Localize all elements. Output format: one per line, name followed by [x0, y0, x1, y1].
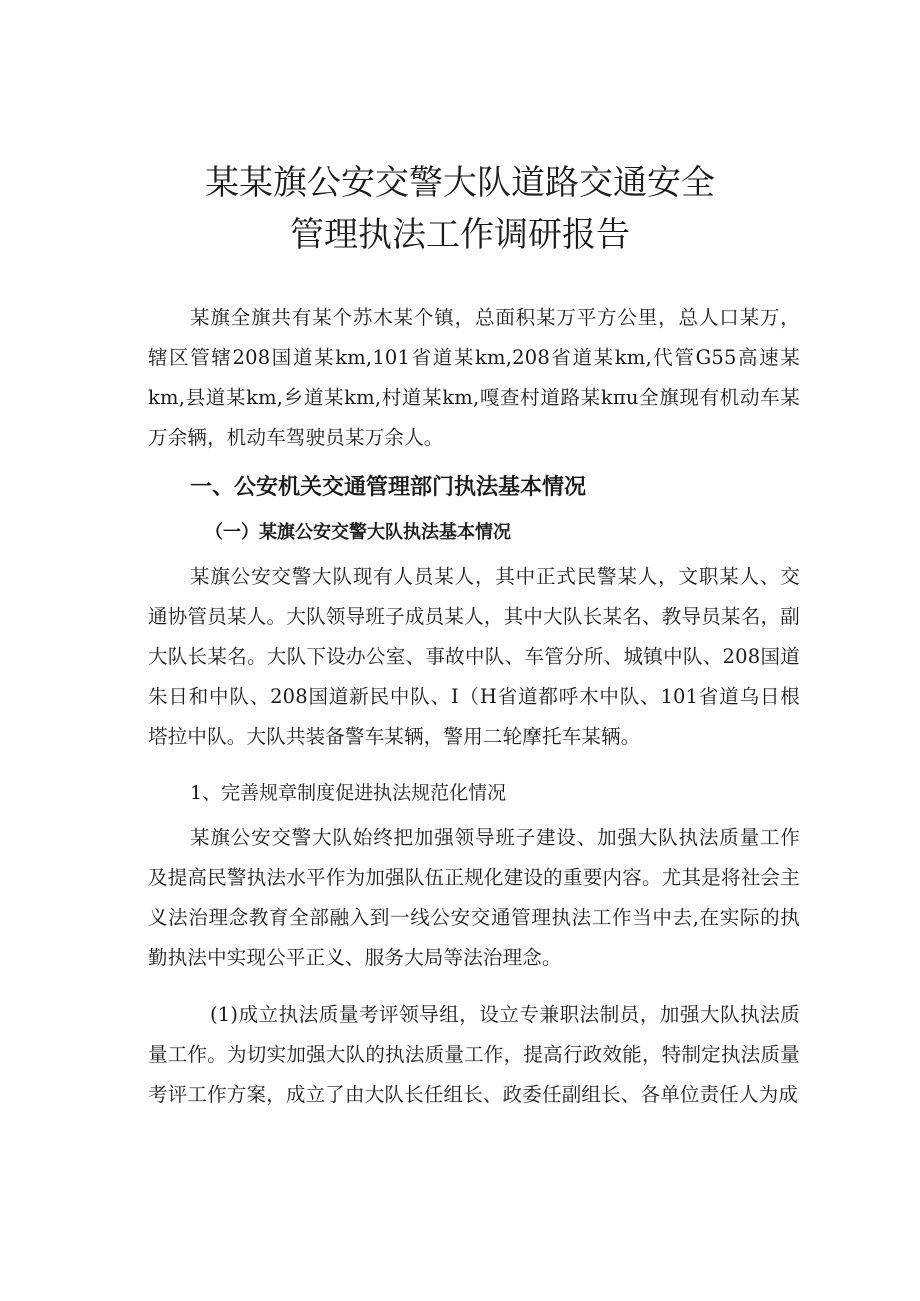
item-1-paragraph: (1)成立执法质量考评领导组，设立专兼职法制员，加强大队执法质量工作。为切实加强大队的执法质量工作，提高行政效能，特制定执法质量考评工作方案，成立了由大队长任组长、政委任副组长、各单位责任人为成 — [148, 1003, 800, 1106]
document-title-line-1: 某某旗公安交警大队道路交通安全 — [205, 163, 715, 203]
document-title-line-2: 管理执法工作调研报告 — [290, 215, 630, 255]
subsection-1-paragraph: 某旗公安交警大队现有人员某人，其中正式民警某人，文职某人、交通协管员某人。大队领导班子成员某人，其中大队长某名、教导员某名，副大队长某名。大队下设办公室、事故中队、车管分所、城镇中队、208国道朱日和中队、208国道新民中队、I（H省道都呼木中队、101省道乌日根塔拉中队。大队共装备警车某辆，警用二轮摩托车某辆。 — [148, 565, 800, 748]
point-1-paragraph: 某旗公安交警大队始终把加强领导班子建设、加强大队执法质量工作及提高民警执法水平作为加强队伍正规化建设的重要内容。尤其是将社会主义法治理念教育全部融入到一线公安交通管理执法工作当中去,在实际的执勤执法中实现公平正义、服务大局等法治理念。 — [148, 826, 800, 969]
section-1-heading: 一、公安机关交通管理部门执法基本情况 — [190, 475, 587, 500]
subsection-1-heading: （一）某旗公安交警大队执法基本情况 — [205, 522, 511, 543]
point-1-heading: 1、完善规章制度促进执法规范化情况 — [190, 782, 507, 804]
intro-paragraph: 某旗全旗共有某个苏木某个镇，总面积某万平方公里，总人口某万，辖区管辖208国道某km,101省道某km,208省道某km,代管G55高速某km,县道某km,乡道某km,村道某km,嘎查村道路某kπu全旗现有机动车某万余辆，机动车驾驶员某万余人。 — [148, 306, 800, 449]
